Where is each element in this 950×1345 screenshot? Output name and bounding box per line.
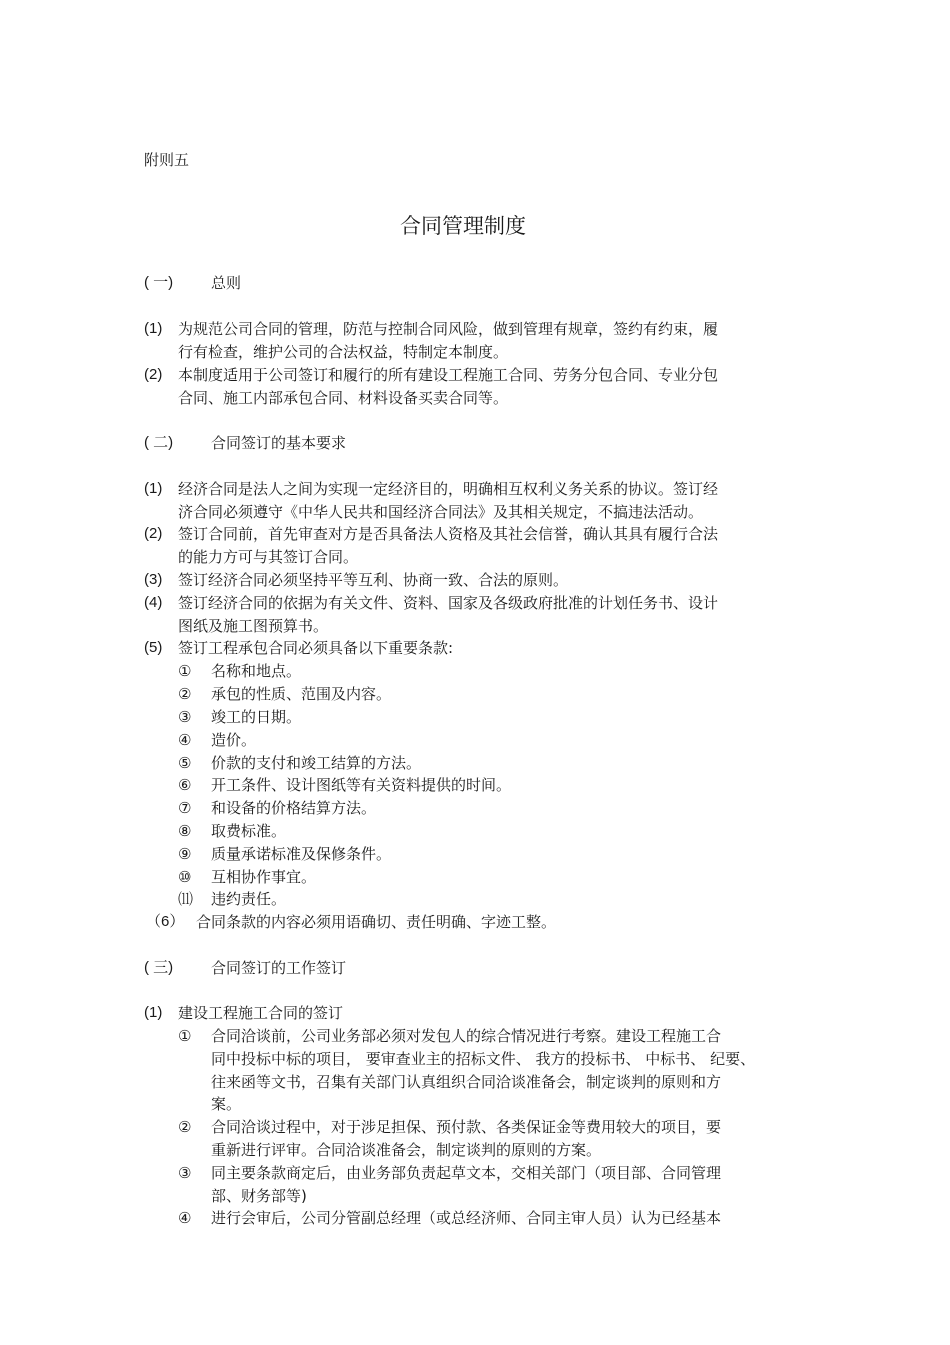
clause-text: 竣工的日期。 — [211, 708, 302, 726]
clause-number: ⑦ — [178, 799, 192, 817]
clause-text: 开工条件、设计图纸等有关资料提供的时间。 — [211, 776, 512, 794]
clause-text: 价款的支付和竣工结算的方法。 — [211, 754, 422, 772]
section-number: ( 一) — [144, 274, 174, 291]
section-number: ( 二) — [144, 434, 174, 451]
paragraph-line: 进行会审后，公司分管副总经理（或总经济师、合同主审人员）认为已经基本 — [211, 1209, 722, 1227]
paragraph-line: 同中投标中标的项目， 要审查业主的招标文件、 我方的投标书、 中标书、 纪要、 — [211, 1050, 756, 1068]
clause-number: ⑤ — [178, 754, 192, 772]
item-number: （6） — [146, 913, 185, 930]
paragraph-line: 签订工程承包合同必须具备以下重要条款: — [178, 639, 454, 657]
clause-number: ② — [178, 685, 192, 703]
paragraph-line: 为规范公司合同的管理，防范与控制合同风险，做到管理有规章，签约有约束，履 — [178, 320, 719, 338]
paragraph-line: 签订合同前，首先审查对方是否具备法人资格及其社会信誉，确认其具有履行合法 — [178, 525, 719, 543]
item-number: (1) — [144, 480, 163, 497]
attachment-label: 附则五 — [144, 151, 190, 169]
paragraph-line: 签订经济合同必须坚持平等互利、协商一致、合法的原则。 — [178, 571, 569, 589]
clause-text: 造价。 — [211, 731, 257, 749]
item-number: (3) — [144, 571, 163, 588]
clause-number: ③ — [178, 1164, 192, 1182]
clause-number: ⑩ — [178, 868, 192, 886]
clause-number: ④ — [178, 1209, 192, 1227]
clause-number: ③ — [178, 708, 192, 726]
clause-text: 名称和地点。 — [211, 662, 302, 680]
clause-text: 违约责任。 — [211, 890, 287, 908]
clause-text: 和设备的价格结算方法。 — [211, 799, 377, 817]
clause-text: 承包的性质、范围及内容。 — [211, 685, 392, 703]
paragraph-line: 济合同必须遵守《中华人民共和国经济合同法》及其相关规定，不搞违法活动。 — [178, 503, 704, 521]
paragraph-line: 重新进行评审。合同洽谈准备会，制定谈判的原则的方案。 — [211, 1141, 602, 1159]
clause-number: ① — [178, 1027, 192, 1045]
item-number: (4) — [144, 594, 163, 611]
paragraph-line: 图纸及施工图预算书。 — [178, 617, 329, 635]
paragraph-line: 合同洽谈前，公司业务部必须对发包人的综合情况进行考察。建设工程施工合 — [211, 1027, 722, 1045]
paragraph-line: 合同条款的内容必须用语确切、责任明确、字迹工整。 — [196, 913, 557, 931]
paragraph-line: 行有检查，维护公司的合法权益，特制定本制度。 — [178, 343, 509, 361]
item-number: (2) — [144, 525, 163, 542]
item-number: (5) — [144, 639, 163, 656]
paragraph-line: 往来函等文书，召集有关部门认真组织合同洽谈准备会，制定谈判的原则和方 — [211, 1073, 722, 1091]
page-title: 合同管理制度 — [400, 214, 526, 238]
paragraph-line: 经济合同是法人之间为实现一定经济目的，明确相互权利义务关系的协议。签订经 — [178, 480, 719, 498]
clause-text: 质量承诺标准及保修条件。 — [211, 845, 392, 863]
clause-number: ⑥ — [178, 776, 192, 794]
section-heading: 合同签订的工作签订 — [211, 959, 347, 977]
clause-number: ⑾ — [178, 890, 194, 908]
clause-text: 取费标准。 — [211, 822, 287, 840]
paragraph-line: 建设工程施工合同的签订 — [178, 1004, 344, 1022]
clause-number: ② — [178, 1118, 192, 1136]
section-heading: 合同签订的基本要求 — [211, 434, 347, 452]
paragraph-line: 本制度适用于公司签订和履行的所有建设工程施工合同、劳务分包合同、专业分包 — [178, 366, 719, 384]
clause-number: ④ — [178, 731, 192, 749]
clause-number: ⑨ — [178, 845, 192, 863]
item-number: (1) — [144, 1004, 163, 1021]
item-number: (2) — [144, 366, 163, 383]
paragraph-line: 合同洽谈过程中，对于涉足担保、预付款、各类保证金等费用较大的项目，要 — [211, 1118, 722, 1136]
paragraph-line: 合同、施工内部承包合同、材料设备买卖合同等。 — [178, 389, 509, 407]
section-heading: 总则 — [211, 274, 242, 292]
clause-text: 互相协作事宜。 — [211, 868, 317, 886]
paragraph-line: 的能力方可与其签订合同。 — [178, 548, 359, 566]
paragraph-line: 部、财务部等) — [211, 1187, 307, 1205]
clause-number: ① — [178, 662, 192, 680]
paragraph-line: 签订经济合同的依据为有关文件、资料、国家及各级政府批准的计划任务书、设计 — [178, 594, 719, 612]
paragraph-line: 同主要条款商定后，由业务部负责起草文本，交相关部门（项目部、合同管理 — [211, 1164, 722, 1182]
paragraph-line: 案。 — [211, 1095, 242, 1113]
item-number: (1) — [144, 320, 163, 337]
clause-number: ⑧ — [178, 822, 192, 840]
section-number: ( 三) — [144, 959, 174, 976]
